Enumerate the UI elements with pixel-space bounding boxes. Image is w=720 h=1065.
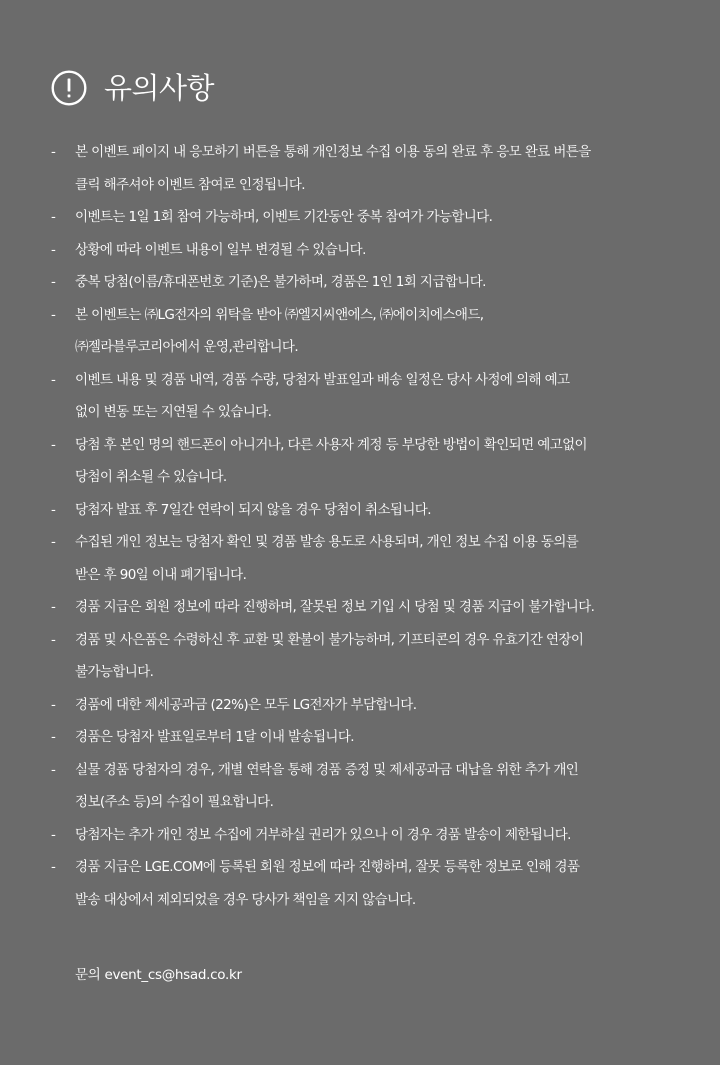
notice-text: 이벤트는 1일 1회 참여 가능하며, 이벤트 기간동안 중복 참여가 가능합니다. (75, 209, 493, 225)
notice-text: 당첨 후 본인 명의 핸드폰이 아니거나, 다른 사용자 계정 등 부당한 방법이 확인되면 예고없이 (75, 436, 587, 453)
notice-item (0, 234, 720, 267)
notice-text: 경품 지급은 회원 정보에 따라 진행하며, 잘못된 정보 기입 시 당첨 및 경품 지급이 불가합니다. (75, 599, 595, 615)
bullet-dash: - (51, 241, 56, 258)
notice-item (0, 429, 720, 494)
notice-item (0, 494, 720, 527)
notice-text: 당첨자는 추가 개인 정보 수집에 거부하실 권리가 있으나 이 경우 경품 발송이 제한됩니다. (75, 826, 571, 843)
bullet-dash: - (51, 274, 56, 290)
bullet-dash: - (51, 144, 56, 160)
exclamation-circle-icon (51, 70, 87, 106)
notice-text: 정보(주소 등)의 수집이 필요합니다. (75, 794, 274, 810)
bullet-dash: - (51, 534, 56, 550)
notice-item (0, 299, 720, 364)
bullet-dash: - (51, 826, 56, 843)
notice-text: 경품 지급은 LGE.COM에 등록된 회원 정보에 따라 진행하며, 잘못 등록한 정보로 인해 경품 (75, 859, 580, 875)
notice-item (0, 591, 720, 624)
notice-text: 본 이벤트는 ㈜LG전자의 위탁을 받아 ㈜엘지씨앤에스, ㈜에이치에스애드, (75, 306, 484, 323)
notice-text: 불가능합니다. (75, 664, 154, 680)
notice-text: 발송 대상에서 제외되었을 경우 당사가 책임을 지지 않습니다. (75, 891, 416, 908)
notice-text: 받은 후 90일 이내 폐기됩니다. (75, 566, 247, 583)
notice-text: 경품에 대한 제세공과금 (22%)은 모두 LG전자가 부담합니다. (75, 696, 417, 713)
notice-item (0, 819, 720, 852)
notice-item (0, 136, 720, 201)
notice-text: ㈜젤라블루코리아에서 운영,관리합니다. (75, 339, 299, 355)
notice-text: 경품 및 사은품은 수령하신 후 교환 및 환불이 불가능하며, 기프티콘의 경우 유효기간 연장이 (75, 631, 584, 648)
bullet-dash: - (51, 761, 56, 778)
notice-item (0, 851, 720, 916)
notice-item (0, 689, 720, 722)
notice-item (0, 364, 720, 429)
notice-text: 당첨자 발표 후 7일간 연락이 되지 않을 경우 당첨이 취소됩니다. (75, 501, 431, 518)
contact-info: 문의 event_cs@hsad.co.kr (75, 967, 242, 983)
notice-text: 이벤트 내용 및 경품 내역, 경품 수량, 당첨자 발표일과 배송 일정은 당사 사정에 의해 예고 (75, 371, 570, 388)
bullet-dash: - (51, 501, 56, 518)
bullet-dash: - (51, 306, 56, 323)
notice-text: 실물 경품 당첨자의 경우, 개별 연락을 통해 경품 증정 및 제세공과금 대납을 위한 추가 개인 (75, 761, 579, 778)
bullet-dash: - (51, 696, 56, 713)
notice-item (0, 624, 720, 689)
bullet-dash: - (51, 859, 56, 875)
bullet-dash: - (51, 209, 56, 225)
notice-text: 수집된 개인 정보는 당첨자 확인 및 경품 발송 용도로 사용되며, 개인 정보 수집 이용 동의를 (75, 534, 579, 550)
notice-item (0, 754, 720, 819)
notice-item (0, 201, 720, 234)
page-title: 유의사항 (104, 71, 215, 105)
notice-text: 클릭 해주셔야 이벤트 참여로 인정됩니다. (75, 176, 305, 193)
notice-header (51, 70, 214, 106)
bullet-dash: - (51, 631, 56, 648)
notice-text: 없이 변동 또는 지연될 수 있습니다. (75, 404, 272, 420)
notice-item (0, 266, 720, 299)
notice-text: 본 이벤트 페이지 내 응모하기 버튼을 통해 개인정보 수집 이용 동의 완료 후 응모 완료 버튼을 (75, 144, 591, 160)
notice-text: 당첨이 취소될 수 있습니다. (75, 469, 227, 485)
bullet-dash: - (51, 371, 56, 388)
notice-text: 경품은 당첨자 발표일로부터 1달 이내 발송됩니다. (75, 729, 354, 745)
bullet-dash: - (51, 729, 56, 745)
notice-text: 중복 당첨(이름/휴대폰번호 기준)은 불가하며, 경품은 1인 1회 지급합니다. (75, 274, 486, 290)
notice-text: 상황에 따라 이벤트 내용이 일부 변경될 수 있습니다. (75, 241, 366, 258)
bullet-dash: - (51, 599, 56, 615)
notice-item (0, 721, 720, 754)
notice-item (0, 526, 720, 591)
notice-list (0, 136, 720, 916)
bullet-dash: - (51, 436, 56, 453)
